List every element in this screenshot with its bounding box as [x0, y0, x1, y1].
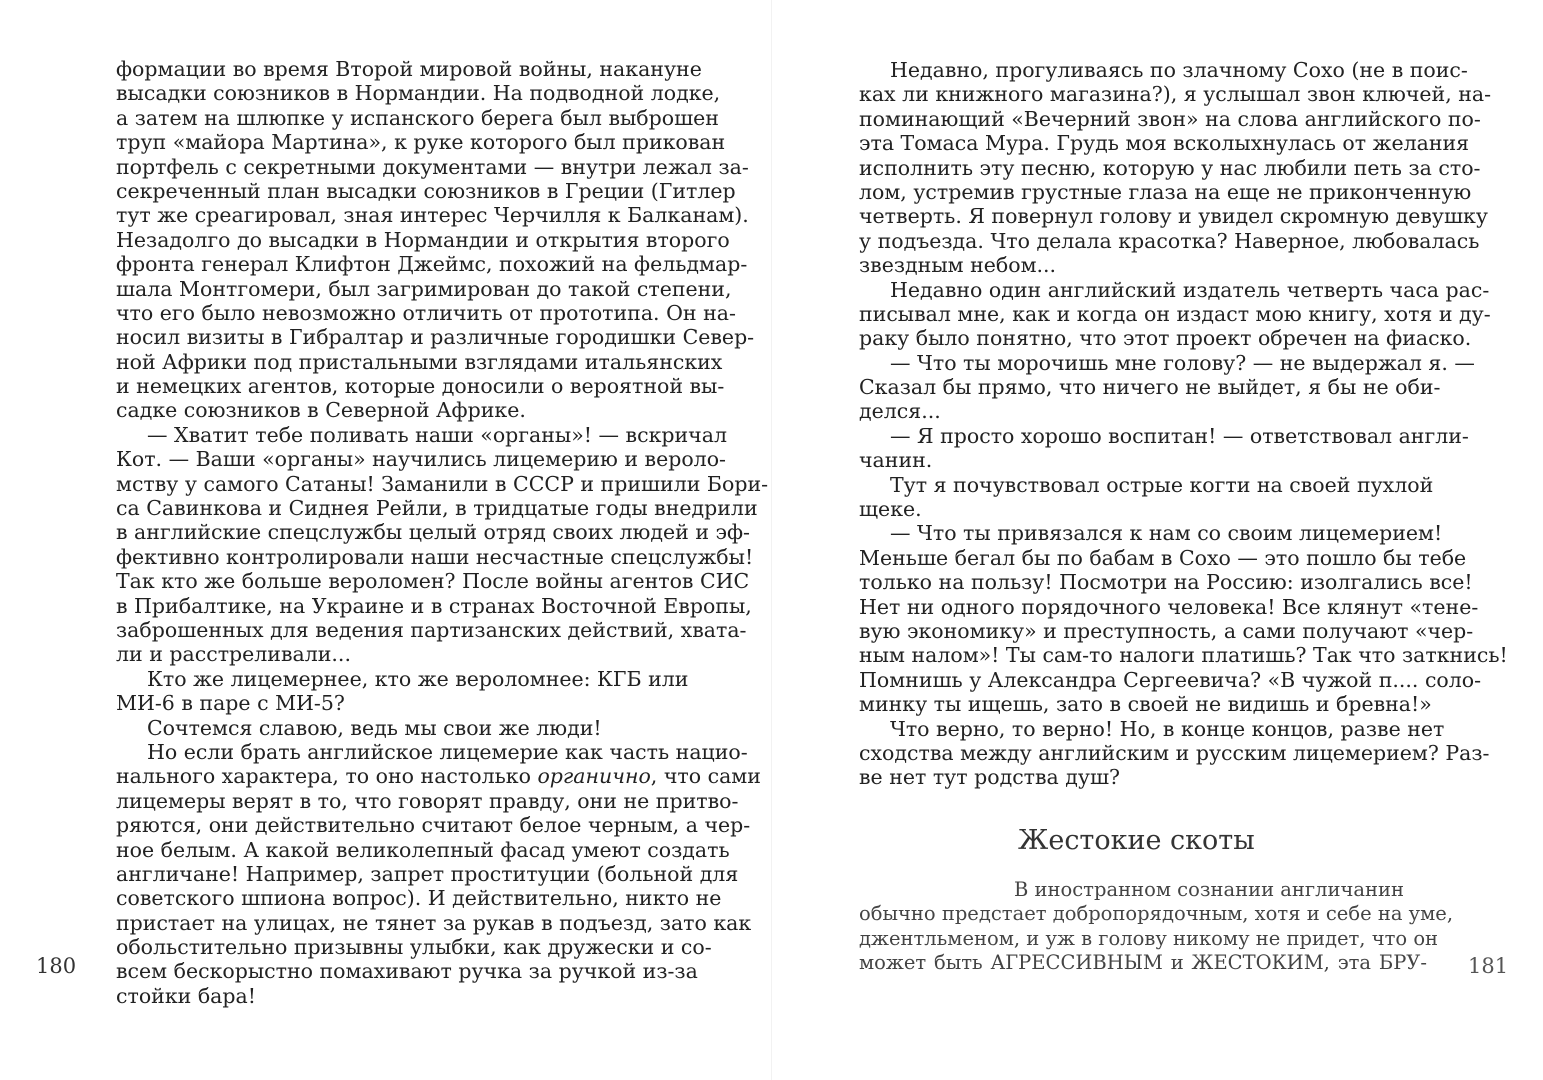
text-line: а затем на шлюпке у испанского берега был выброшен — [116, 105, 719, 130]
text-line: ное белым. А какой великолепный фасад умеют создать — [116, 837, 730, 862]
text-line: Но если брать английское лицемерие как часть нацио- — [147, 739, 748, 764]
page-number-right: 181 — [1468, 954, 1509, 978]
text-line: са Савинкова и Сиднея Рейли, в тридцатые годы внедрили — [116, 496, 758, 521]
text-line: МИ-6 в паре с МИ-5? — [116, 691, 345, 716]
text-line: в английские спецслужбы целый отряд своих людей и эф- — [116, 520, 750, 545]
text-line: эта Томаса Мура. Грудь моя всколыхнулась от желания — [859, 131, 1470, 156]
section-heading: Жестокие скоты — [1018, 825, 1255, 856]
text-line: фективно контролировали наши несчастные спецслужбы! — [116, 544, 754, 569]
section-text — [859, 878, 1454, 976]
text-fragment: нального характера, то оно настолько — [116, 764, 538, 789]
text-line: звездным небом... — [859, 253, 1057, 278]
text-line: — Что ты морочишь мне голову? — не выдержал я. — — [890, 350, 1475, 375]
text-line: чанин. — [859, 448, 933, 473]
text-line: англичане! Например, запрет проституции (больной для — [116, 861, 739, 886]
text-line: всем бескорыстно помахивают ручка за ручкой из-за — [116, 959, 698, 984]
text-line: джентльменом, и уж в голову никому не придет, что он — [859, 926, 1439, 950]
text-line: Меньше бегал бы по бабам в Сохо — это пошло бы тебе — [859, 545, 1467, 570]
text-line: минку ты ищешь, зато в своей не видишь и бревна!» — [859, 692, 1432, 717]
text-line: лом, устремив грустные глаза на еще не приконченную — [859, 179, 1472, 204]
text-line: — Что ты привязался к нам со своим лицемерием! — [890, 521, 1443, 546]
text-line: ках ли книжного магазина?), я услышал звон ключей, на- — [859, 82, 1492, 107]
text-line: обычно предстает добропорядочным, хотя и себе на уме, — [859, 902, 1454, 926]
text-line: исполнить эту песню, которую у нас любили петь за сто- — [859, 155, 1481, 180]
text-line: только на пользу! Посмотри на Россию: изолгались все! — [859, 570, 1473, 595]
text-line: формации во время Второй мировой войны, накануне — [116, 57, 702, 81]
text-line: щеке. — [859, 497, 922, 522]
text-line: Что верно, то верно! Но, в конце концов, разве нет — [890, 716, 1445, 741]
text-line: Сказал бы прямо, что ничего не выйдет, я бы не оби- — [859, 375, 1441, 400]
page-number-left: 180 — [36, 954, 77, 978]
text-line: носил визиты в Гибралтар и различные городишки Север- — [116, 325, 755, 350]
text-line: у подъезда. Что делала красотка? Наверное, любовалась — [859, 228, 1480, 253]
text-line: тут же среагировал, зная интерес Черчилля к Балканам). — [116, 203, 749, 228]
text-line: Кот. — Ваши «органы» научились лицемерию и вероло- — [116, 447, 726, 472]
text-line: стойки бара! — [116, 983, 256, 1008]
text-line: В иностранном сознании англичанин — [1014, 878, 1405, 901]
text-line: что его было невозможно отличить от прототипа. Он на- — [116, 300, 736, 325]
text-line: заброшенных для ведения партизанских действий, хвата- — [116, 617, 747, 642]
text-line: портфель с секретными документами — внутри лежал за- — [116, 154, 749, 179]
page-fold — [771, 0, 772, 1080]
text-line: обольстительно призывны улыбки, как дружески и со- — [116, 935, 712, 960]
left-page-text — [116, 57, 769, 1008]
text-line: шала Монтгомери, был загримирован до такой степени, — [116, 276, 732, 301]
text-line: пристает на улицах, не тянет за рукав в подъезд, зато как — [116, 910, 752, 935]
text-line: в Прибалтике, на Украине и в странах Восточной Европы, — [116, 593, 752, 618]
text-line: советского шпиона вопрос). И действительно, никто не — [116, 886, 722, 911]
text-line — [116, 764, 761, 789]
text-line: ве нет тут родства душ? — [859, 765, 1121, 790]
text-line: Недавно, прогуливаясь по злачному Сохо (не в поис- — [890, 58, 1468, 82]
text-line: Помнишь у Александра Сергеевича? «В чужой п.... соло- — [859, 667, 1482, 692]
text-line: поминающий «Вечерний звон» на слова английского по- — [859, 106, 1481, 131]
text-line: садке союзников в Северной Африке. — [116, 398, 526, 423]
text-line: и немецких агентов, которые доносили о вероятной вы- — [116, 374, 725, 399]
text-line: — Хватит тебе поливать наши «органы»! — вскричал — [147, 422, 727, 447]
text-line: лицемеры верят в то, что говорят правду, они не притво- — [116, 788, 739, 813]
text-line: Кто же лицемернее, кто же вероломнее: КГБ или — [147, 666, 689, 691]
text-line: раку было понятно, что этот проект обречен на фиаско. — [859, 326, 1472, 351]
text-line: ной Африки под пристальными взглядами итальянских — [116, 349, 723, 374]
text-line: ли и расстреливали... — [116, 642, 351, 667]
text-line: ным налом»! Ты сам-то налоги платишь? Так что заткнись! — [859, 643, 1508, 668]
text-line: высадки союзников в Нормандии. На подводной лодке, — [116, 81, 721, 106]
text-line: Незадолго до высадки в Нормандии и открытия второго — [116, 227, 730, 252]
text-line: Тут я почувствовал острые когти на своей пухлой — [890, 472, 1434, 497]
text-line: вую экономику» и преступность, а сами получают «чер- — [859, 618, 1474, 643]
text-line: сходства между английским и русским лицемерием? Раз- — [859, 740, 1490, 765]
text-line: секреченный план высадки союзников в Греции (Гитлер — [116, 178, 736, 203]
text-line: писывал мне, как и когда он издаст мою книгу, хотя и ду- — [859, 301, 1491, 326]
text-line: может быть АГРЕССИВНЫМ и ЖЕСТОКИМ, эта БРУ- — [859, 951, 1427, 975]
text-line: ряются, они действительно считают белое черным, а чер- — [116, 813, 751, 838]
text-line: труп «майора Мартина», к руке которого был прикован — [116, 130, 726, 155]
text-line: Так кто же больше вероломен? После войны агентов СИС — [116, 569, 750, 594]
text-line: четверть. Я повернул голову и увидел скромную девушку — [859, 204, 1488, 229]
text-line: фронта генерал Клифтон Джеймс, похожий на фельдмар- — [116, 252, 748, 277]
text-line: Недавно один английский издатель четверть часа рас- — [890, 277, 1490, 302]
text-line: Нет ни одного порядочного человека! Все клянут «тене- — [859, 594, 1479, 619]
right-page-text — [859, 58, 1508, 790]
text-line: Сочтемся славою, ведь мы свои же люди! — [147, 715, 602, 740]
text-fragment: , что сами — [650, 764, 761, 789]
text-line: — Я просто хорошо воспитан! — ответствовал англи- — [890, 423, 1469, 448]
emphasis-word: органично — [537, 764, 651, 789]
text-line: мству у самого Сатаны! Заманили в СССР и пришили Бори- — [116, 471, 769, 496]
text-line: делся... — [859, 399, 941, 424]
